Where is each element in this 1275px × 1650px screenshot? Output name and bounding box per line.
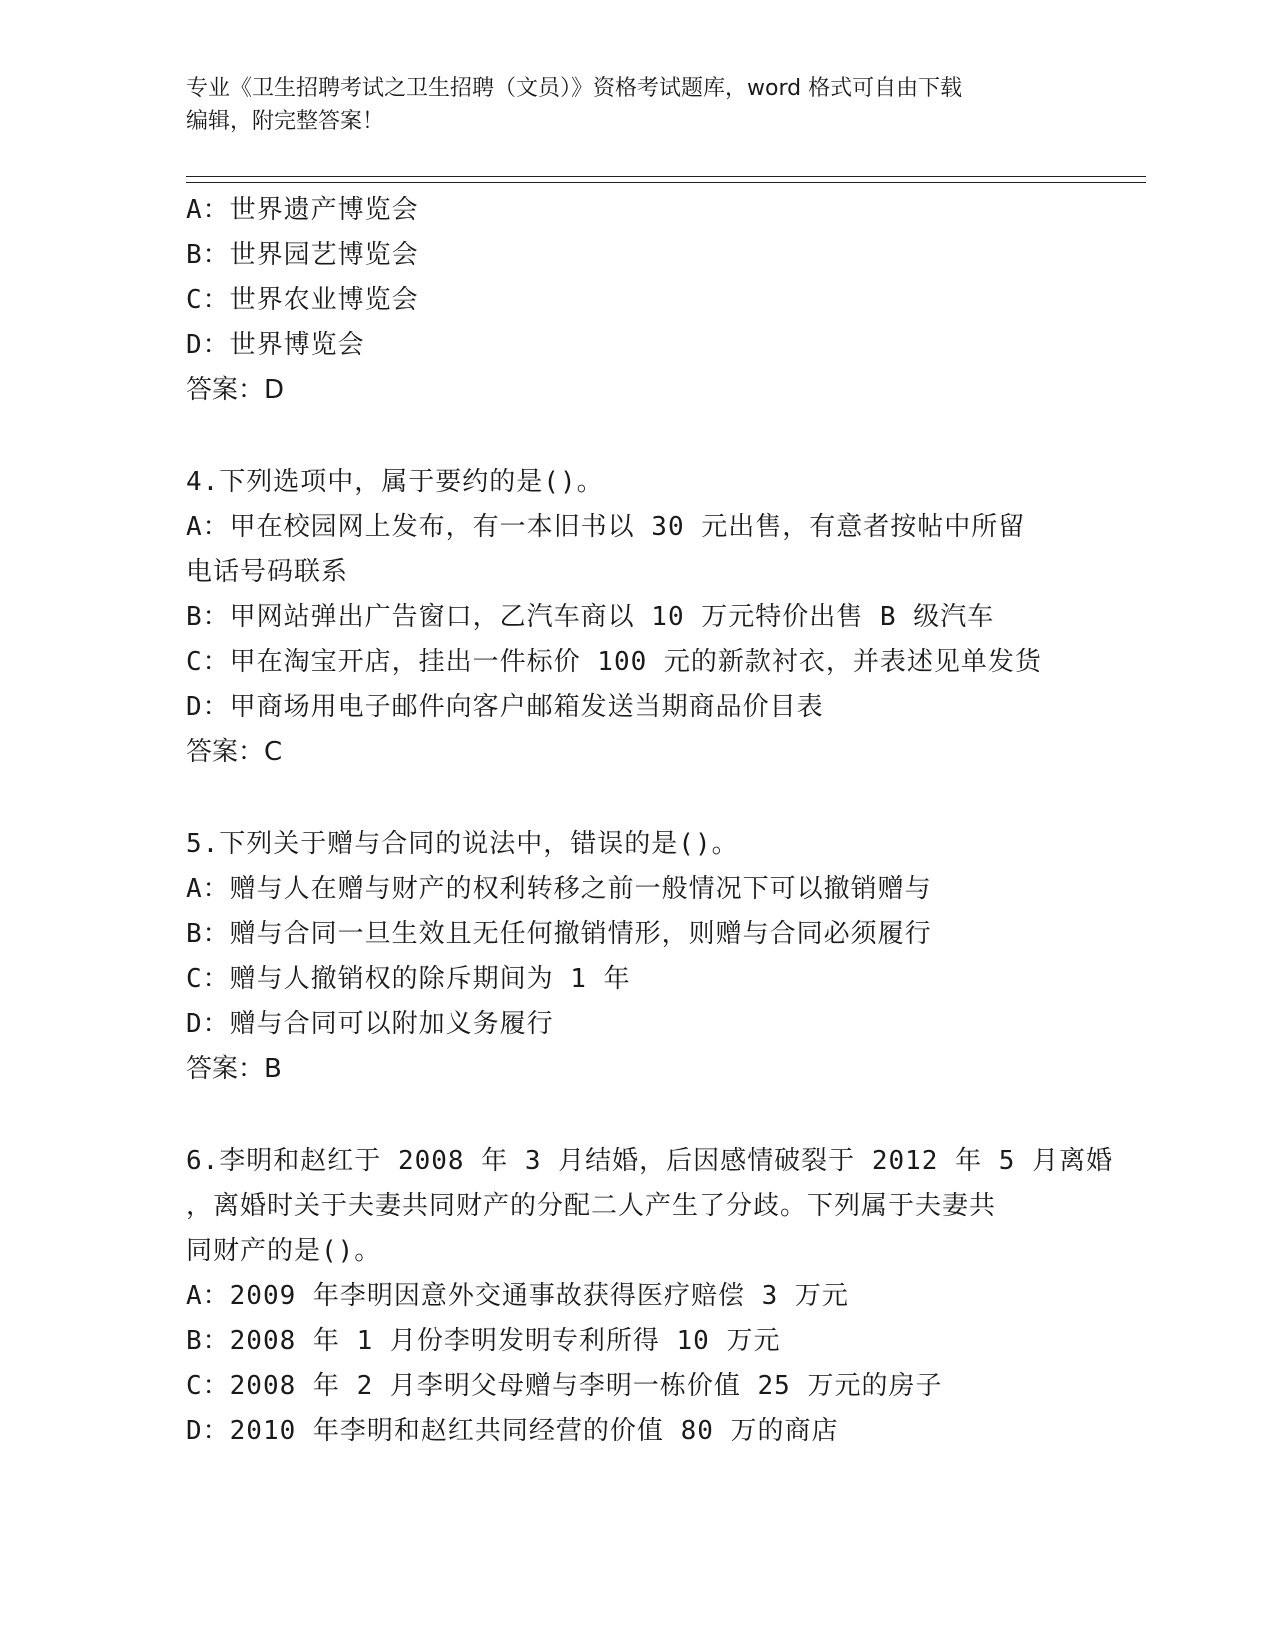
q5-stem: 5.下列关于赠与合同的说法中，错误的是()。 xyxy=(186,829,739,859)
question-content xyxy=(186,188,1114,1454)
question-4 xyxy=(186,460,1086,775)
q6-option-d: D：2010 年李明和赵红共同经营的价值 80 万的商店 xyxy=(186,1416,839,1446)
header-line-1: 专业《卫生招聘考试之卫生招聘（文员）》资格考试题库，word 格式可自由下载 xyxy=(186,76,963,101)
question-5 xyxy=(186,822,1086,1092)
q6-stem-line-1: 6.李明和赵红于 2008 年 3 月结婚，后因感情破裂于 2012 年 5 月离婚 xyxy=(186,1146,1114,1176)
q4-stem: 4.下列选项中，属于要约的是()。 xyxy=(186,467,604,497)
q6-option-b: B：2008 年 1 月份李明发明专利所得 10 万元 xyxy=(186,1326,781,1356)
header-line-2: 编辑，附完整答案！ xyxy=(186,109,385,134)
question-6 xyxy=(186,1139,1114,1454)
q4-option-a-cont: 电话号码联系 xyxy=(186,557,349,587)
document-header xyxy=(186,72,1086,138)
q5-option-c: C：赠与人撤销权的除斥期间为 1 年 xyxy=(186,964,631,994)
q6-option-a: A：2009 年李明因意外交通事故获得医疗赔偿 3 万元 xyxy=(186,1281,849,1311)
q6-option-c: C：2008 年 2 月李明父母赠与李明一栋价值 25 万元的房子 xyxy=(186,1371,943,1401)
header-divider-top xyxy=(186,176,1146,177)
q6-stem-line-3: 同财产的是()。 xyxy=(186,1236,382,1266)
q3-option-b: B：世界园艺博览会 xyxy=(186,240,419,270)
q4-option-a: A：甲在校园网上发布，有一本旧书以 30 元出售，有意者按帖中所留 xyxy=(186,512,1026,542)
q3-answer: 答案：D xyxy=(186,375,285,405)
q5-answer: 答案：B xyxy=(186,1054,282,1084)
q4-answer: 答案：C xyxy=(186,737,283,767)
q5-option-a: A：赠与人在赠与财产的权利转移之前一般情况下可以撤销赠与 xyxy=(186,874,932,904)
q6-stem-line-2: ，离婚时关于夫妻共同财产的分配二人产生了分歧。下列属于夫妻共 xyxy=(186,1191,997,1221)
q4-option-d: D：甲商场用电子邮件向客户邮箱发送当期商品价目表 xyxy=(186,692,824,722)
q5-option-d: D：赠与合同可以附加义务履行 xyxy=(186,1009,554,1039)
q3-option-a: A：世界遗产博览会 xyxy=(186,195,419,225)
q4-option-b: B：甲网站弹出广告窗口，乙汽车商以 10 万元特价出售 B 级汽车 xyxy=(186,602,995,632)
question-3 xyxy=(186,188,1086,413)
q3-option-d: D：世界博览会 xyxy=(186,330,365,360)
q3-option-c: C：世界农业博览会 xyxy=(186,285,419,315)
q5-option-b: B：赠与合同一旦生效且无任何撤销情形，则赠与合同必须履行 xyxy=(186,919,932,949)
header-divider-bottom xyxy=(186,182,1146,183)
q4-option-c: C：甲在淘宝开店，挂出一件标价 100 元的新款衬衣，并表述见单发货 xyxy=(186,647,1042,677)
